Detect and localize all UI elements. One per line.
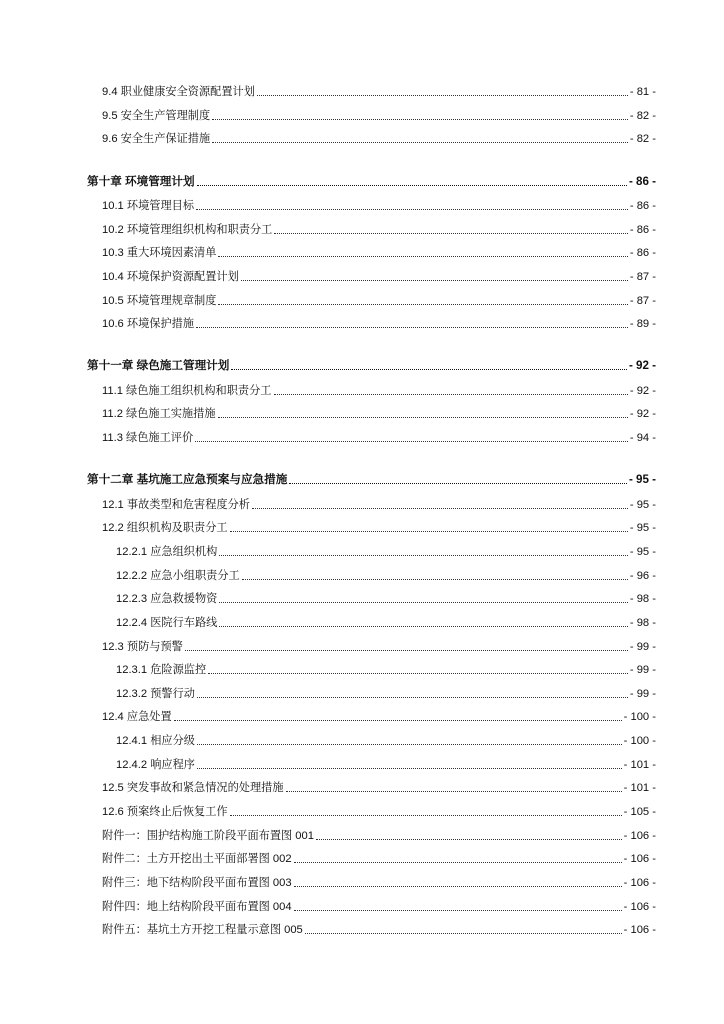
dot-leader [197, 768, 622, 769]
toc-chapter-page: - 86 - [628, 175, 656, 188]
dot-leader [218, 417, 628, 418]
toc-entry[interactable] [116, 730, 656, 748]
toc-entry-label: 9.6 安全生产保证措施 [102, 133, 211, 145]
toc-entry[interactable] [102, 81, 656, 99]
toc-entry-page: - 95 - [629, 546, 656, 558]
toc-entry[interactable] [116, 612, 656, 630]
dot-leader [208, 673, 628, 674]
toc-entry-page: - 98 - [629, 593, 656, 605]
dot-leader [286, 791, 622, 792]
toc-entry[interactable] [102, 105, 656, 123]
toc-entry[interactable] [116, 565, 656, 583]
toc-entry-label: 10.6 环境保护措施 [102, 318, 195, 330]
dot-leader [195, 441, 628, 442]
toc-entry-label: 11.2 绿色施工实施措施 [102, 408, 216, 420]
toc-entry-page: - 95 - [629, 522, 656, 534]
toc-entry-label: 附件五：基坑土方开挖工程量示意图 005 [102, 924, 303, 936]
dot-leader [316, 839, 622, 840]
toc-entry-label: 12.2.1 应急组织机构 [116, 546, 218, 558]
toc-entry-page: - 92 - [629, 408, 656, 420]
toc-entry[interactable] [116, 541, 656, 559]
toc-chapter[interactable] [87, 469, 656, 487]
toc-entry[interactable] [102, 636, 656, 654]
toc-entry-page: - 81 - [629, 86, 656, 98]
toc-entry-page: - 99 - [629, 641, 656, 653]
toc-entry-page: - 99 - [629, 688, 656, 700]
dot-leader [231, 369, 627, 370]
toc-entry-label: 附件一：围护结构施工阶段平面布置图 001 [102, 830, 314, 842]
toc-chapter[interactable] [87, 171, 656, 189]
toc-entry[interactable] [102, 290, 656, 308]
dot-leader [241, 280, 628, 281]
dot-leader [174, 720, 622, 721]
toc-entry[interactable] [102, 195, 656, 213]
dot-leader [197, 185, 627, 186]
toc-entry[interactable] [116, 754, 656, 772]
toc-entry-page: - 87 - [629, 295, 656, 307]
toc-entry-label: 附件四：地上结构阶段平面布置图 004 [102, 901, 292, 913]
toc-entry-label: 12.2 组织机构及职责分工 [102, 522, 228, 534]
toc-entry[interactable] [102, 242, 656, 260]
dot-leader [257, 95, 628, 96]
toc-entry[interactable] [102, 777, 656, 795]
toc-entry-page: - 106 - [623, 924, 656, 936]
toc-entry[interactable] [102, 825, 656, 843]
toc-entry-page: - 101 - [623, 759, 656, 771]
dot-leader [252, 508, 628, 509]
toc-entry-label: 附件三：地下结构阶段平面布置图 003 [102, 877, 292, 889]
toc-entry[interactable] [116, 659, 656, 677]
dot-leader [274, 233, 628, 234]
toc-entry[interactable] [102, 313, 656, 331]
toc-entry-label: 10.1 环境管理目标 [102, 200, 195, 212]
toc-entry-label: 10.5 环境管理规章制度 [102, 295, 217, 307]
dot-leader [294, 910, 622, 911]
toc-entry-label: 12.2.3 应急救援物资 [116, 593, 218, 605]
toc-entry-label: 11.1 绿色施工组织机构和职责分工 [102, 385, 272, 397]
toc-entry-page: - 105 - [623, 806, 656, 818]
toc-chapter-label: 第十二章 基坑施工应急预案与应急措施 [87, 473, 288, 486]
toc-entry[interactable] [102, 919, 656, 937]
toc-entry[interactable] [102, 266, 656, 284]
toc-entry-label: 12.4.1 相应分级 [116, 735, 195, 747]
toc-entry[interactable] [102, 494, 656, 512]
dot-leader [242, 579, 628, 580]
dot-leader [305, 933, 622, 934]
toc-entry[interactable] [102, 896, 656, 914]
toc-entry-page: - 100 - [623, 711, 656, 723]
dot-leader [196, 209, 628, 210]
toc-entry[interactable] [102, 427, 656, 445]
dot-leader [294, 862, 622, 863]
dot-leader [212, 119, 628, 120]
toc-chapter[interactable] [87, 355, 656, 373]
toc-entry-label: 12.4.2 响应程序 [116, 759, 195, 771]
toc-chapter-label: 第十一章 绿色施工管理计划 [87, 359, 230, 372]
dot-leader [230, 815, 622, 816]
dot-leader [218, 256, 627, 257]
dot-leader [212, 142, 628, 143]
toc-entry-page: - 89 - [629, 318, 656, 330]
dot-leader [274, 394, 628, 395]
dot-leader [197, 697, 628, 698]
toc-entry-page: - 86 - [629, 224, 656, 236]
toc-entry[interactable] [116, 683, 656, 701]
toc-chapter-page: - 92 - [628, 359, 656, 372]
toc-entry-label: 12.2.4 医院行车路线 [116, 617, 218, 629]
toc-entry-page: - 94 - [629, 432, 656, 444]
toc-entry[interactable] [102, 848, 656, 866]
toc-entry[interactable] [102, 801, 656, 819]
dot-leader [219, 555, 628, 556]
toc-entry[interactable] [102, 872, 656, 890]
toc-entry-label: 10.4 环境保护资源配置计划 [102, 271, 239, 283]
toc-entry-label: 9.5 安全生产管理制度 [102, 110, 211, 122]
toc-entry-label: 12.3.1 危险源监控 [116, 664, 207, 676]
dot-leader [218, 304, 627, 305]
toc-entry[interactable] [102, 403, 656, 421]
toc-entry[interactable] [102, 380, 656, 398]
toc-entry-label: 11.3 绿色施工评价 [102, 432, 194, 444]
toc-entry-page: - 98 - [629, 617, 656, 629]
toc-entry-page: - 101 - [623, 782, 656, 794]
toc-entry-page: - 106 - [623, 901, 656, 913]
toc-entry-label: 12.1 事故类型和危害程度分析 [102, 499, 250, 511]
toc-entry-page: - 92 - [629, 385, 656, 397]
toc-entry-label: 10.3 重大环境因素清单 [102, 247, 217, 259]
toc-entry-page: - 82 - [629, 110, 656, 122]
toc-entry-label: 12.4 应急处置 [102, 711, 172, 723]
dot-leader [230, 531, 628, 532]
dot-leader [294, 886, 622, 887]
toc-entry-page: - 86 - [629, 200, 656, 212]
dot-leader [197, 744, 622, 745]
toc-entry-label: 附件二：土方开挖出土平面部署图 002 [102, 853, 292, 865]
toc-entry-page: - 106 - [623, 853, 656, 865]
toc-entry-page: - 99 - [629, 664, 656, 676]
toc-entry[interactable] [102, 517, 656, 535]
toc-entry-page: - 96 - [629, 570, 656, 582]
dot-leader [219, 602, 628, 603]
toc-entry-page: - 95 - [629, 499, 656, 511]
toc-entry-page: - 106 - [623, 877, 656, 889]
toc-entry-label: 12.2.2 应急小组职责分工 [116, 570, 240, 582]
toc-entry-page: - 87 - [629, 271, 656, 283]
toc-entry[interactable] [116, 588, 656, 606]
toc-entry-label: 12.3 预防与预警 [102, 641, 183, 653]
toc-entry[interactable] [102, 706, 656, 724]
toc-entry-page: - 100 - [623, 735, 656, 747]
toc-entry-label: 10.2 环境管理组织机构和职责分工 [102, 224, 273, 236]
toc-entry-page: - 86 - [629, 247, 656, 259]
toc-entry-page: - 82 - [629, 133, 656, 145]
dot-leader [289, 483, 627, 484]
toc-chapter-label: 第十章 环境管理计划 [87, 175, 195, 188]
dot-leader [196, 327, 628, 328]
dot-leader [219, 626, 628, 627]
toc-entry-label: 12.5 突发事故和紧急情况的处理措施 [102, 782, 284, 794]
toc-entry-page: - 106 - [623, 830, 656, 842]
toc-entry-label: 12.3.2 预警行动 [116, 688, 195, 700]
toc-entry[interactable] [102, 219, 656, 237]
toc-entry-label: 12.6 预案终止后恢复工作 [102, 806, 228, 818]
toc-entry[interactable] [102, 128, 656, 146]
toc-entry-label: 9.4 职业健康安全资源配置计划 [102, 86, 255, 98]
dot-leader [185, 650, 628, 651]
toc-chapter-page: - 95 - [628, 473, 656, 486]
